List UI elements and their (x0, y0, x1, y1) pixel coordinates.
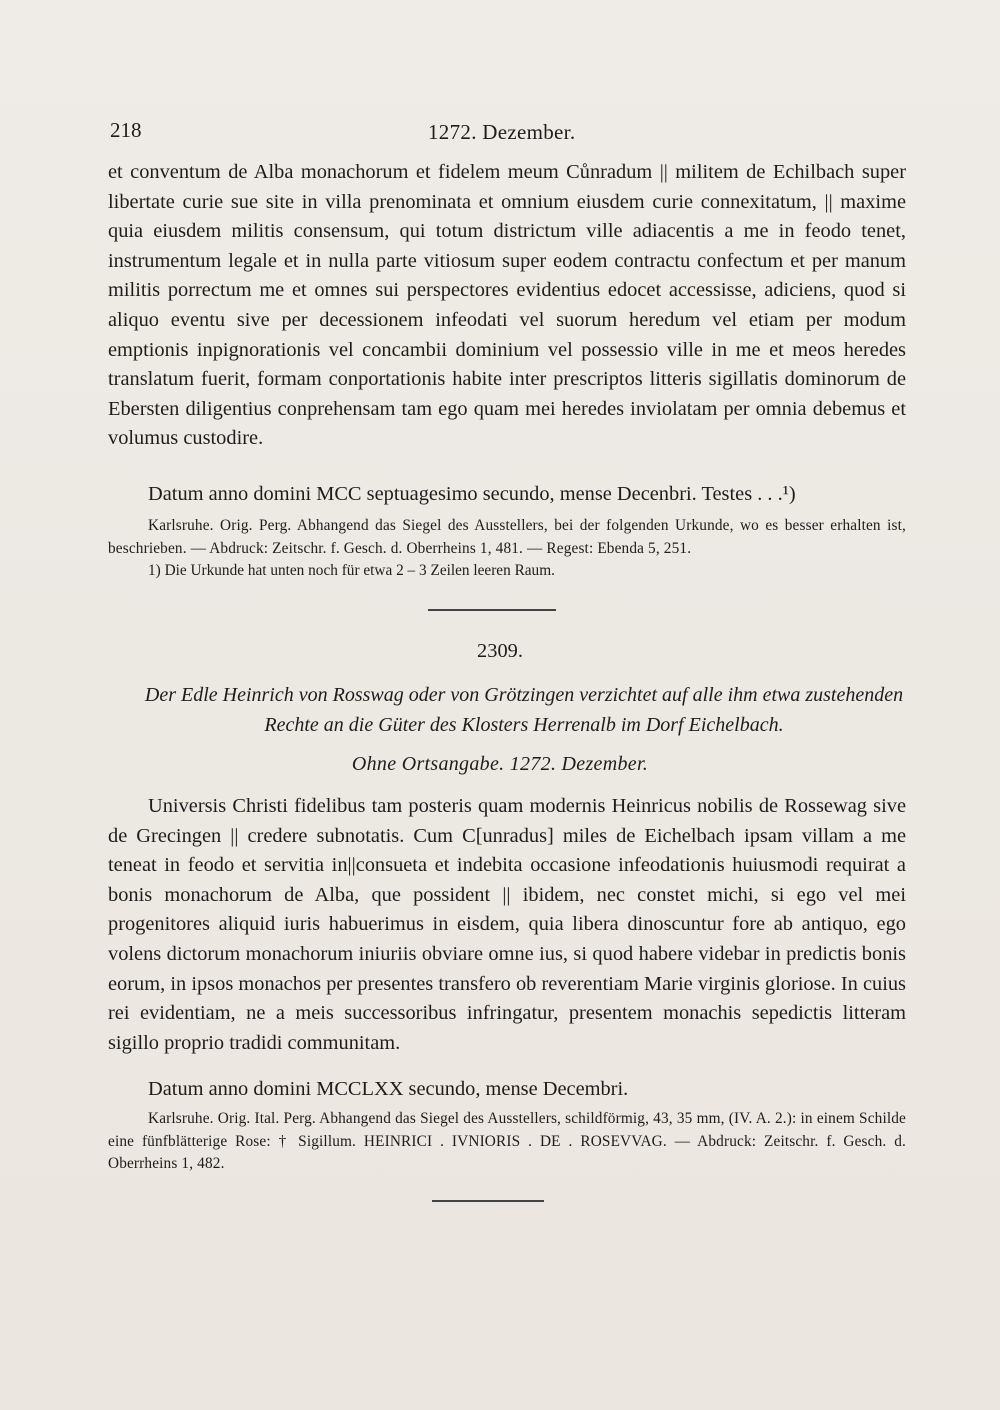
running-head (110, 118, 910, 148)
previous-document-body (108, 158, 906, 454)
running-title: 1272. Dezember. (428, 120, 576, 144)
previous-document-apparatus (108, 515, 906, 582)
previous-document-source-note: Karlsruhe. Orig. Perg. Abhangend das Siegel des Ausstellers, bei der folgenden Urkunde, wo es besser erhalten ist, beschrieben. — Abdruck: Zeitschr. f. Gesch. d. Oberrheins 1, 481. — Regest: Ebenda 5, 251. (108, 517, 906, 557)
document-regest: Der Edle Heinrich von Rosswag oder von Grötzingen verzichtet auf alle ihm etwa zustehenden Rechte an die Güter des Klosters Herrenalb im Dorf Eichelbach. (144, 684, 904, 736)
previous-document-footnote: 1) Die Urkunde hat unten noch für etwa 2 – 3 Zeilen leeren Raum. (148, 562, 555, 579)
document-place-date: Ohne Ortsangabe. 1272. Dezember. (351, 753, 649, 775)
document-datum: Datum anno domini MCCLXX secundo, mense Decembri. (148, 1078, 629, 1100)
previous-document-datum: Datum anno domini MCC septuagesimo secundo, mense Decenbri. Testes . . .¹) (148, 483, 796, 505)
document-number: 2309. (477, 640, 523, 662)
previous-document-datum-block (108, 480, 906, 510)
document-apparatus (108, 1108, 906, 1176)
document-text: Universis Christi fidelibus tam posteris quam modernis Heinricus nobilis de Rossewag sive de Grecingen || credere subnotatis. Cum C[unradus] miles de Eichelbach ipsam villam a me teneat in feodo et servitia in||consueta et indebita occasione infeodationis huiusmodi requirat a bonis monachorum de Alba, que possident || ibidem, nec constet michi, si ego vel mei progenitores aliquid iuris habuerimus in eisdem, quia libera dinoscuntur fore ab antiquo, ego volens dictorum monachorum iniuriis obviare omne ius, si quod habere videbar in predictis bonis eorum, in ipsos monachos per presentes transfero ob reverentiam Marie virginis gloriose. In cuius rei evidentiam, ne a meis successoribus infringatur, presentem monachis sepedictis litteram sigillo proprio tradidi communitam. (108, 795, 906, 1054)
document-body (108, 792, 906, 1058)
document-source-note: Karlsruhe. Orig. Ital. Perg. Abhangend das Siegel des Ausstellers, schildförmig, 43, 35 mm, (IV. A. 2.): in einem Schilde eine fünfblätterige Rose: † Sigillum. HEINRICI . IVNIORIS . DE . ROSEVVAG. — Abdruck: Zeitschr. f. Gesch. d. Oberrheins 1, 482. (108, 1110, 906, 1172)
document-separator-rule (428, 609, 556, 611)
page-number: 218 (110, 118, 142, 142)
end-separator-rule (432, 1200, 544, 1202)
previous-document-text: et conventum de Alba monachorum et fidelem meum Cůnradum || militem de Echilbach super libertate curie sue site in villa prenominata et omnium eiusdem curie connexitatum, || maxime quia eiusdem militis consensum, qui totum districtum ville adiacentis a me in feodo tenet, instrumentum legale et in nulla parte vitiosum super eodem contractu confectum et per manum militis porrectum me et omnes sui perspectores evidentius edocet accessisse, adiciens, quod si aliquo eventu sive per decessionem infeodati vel suorum heredum vel etiam per modum emptionis inpignorationis vel concambii dominium vel possessio ville in me et meos heredes translatum fuerit, formam conportationis habite inter prescriptos litteris sigillatis dominorum de Ebersten diligentius conprehensam tam ego quam mei heredes inviolatam per omnia debemus et volumus custodire. (108, 161, 906, 450)
document-datum-block (108, 1075, 906, 1105)
